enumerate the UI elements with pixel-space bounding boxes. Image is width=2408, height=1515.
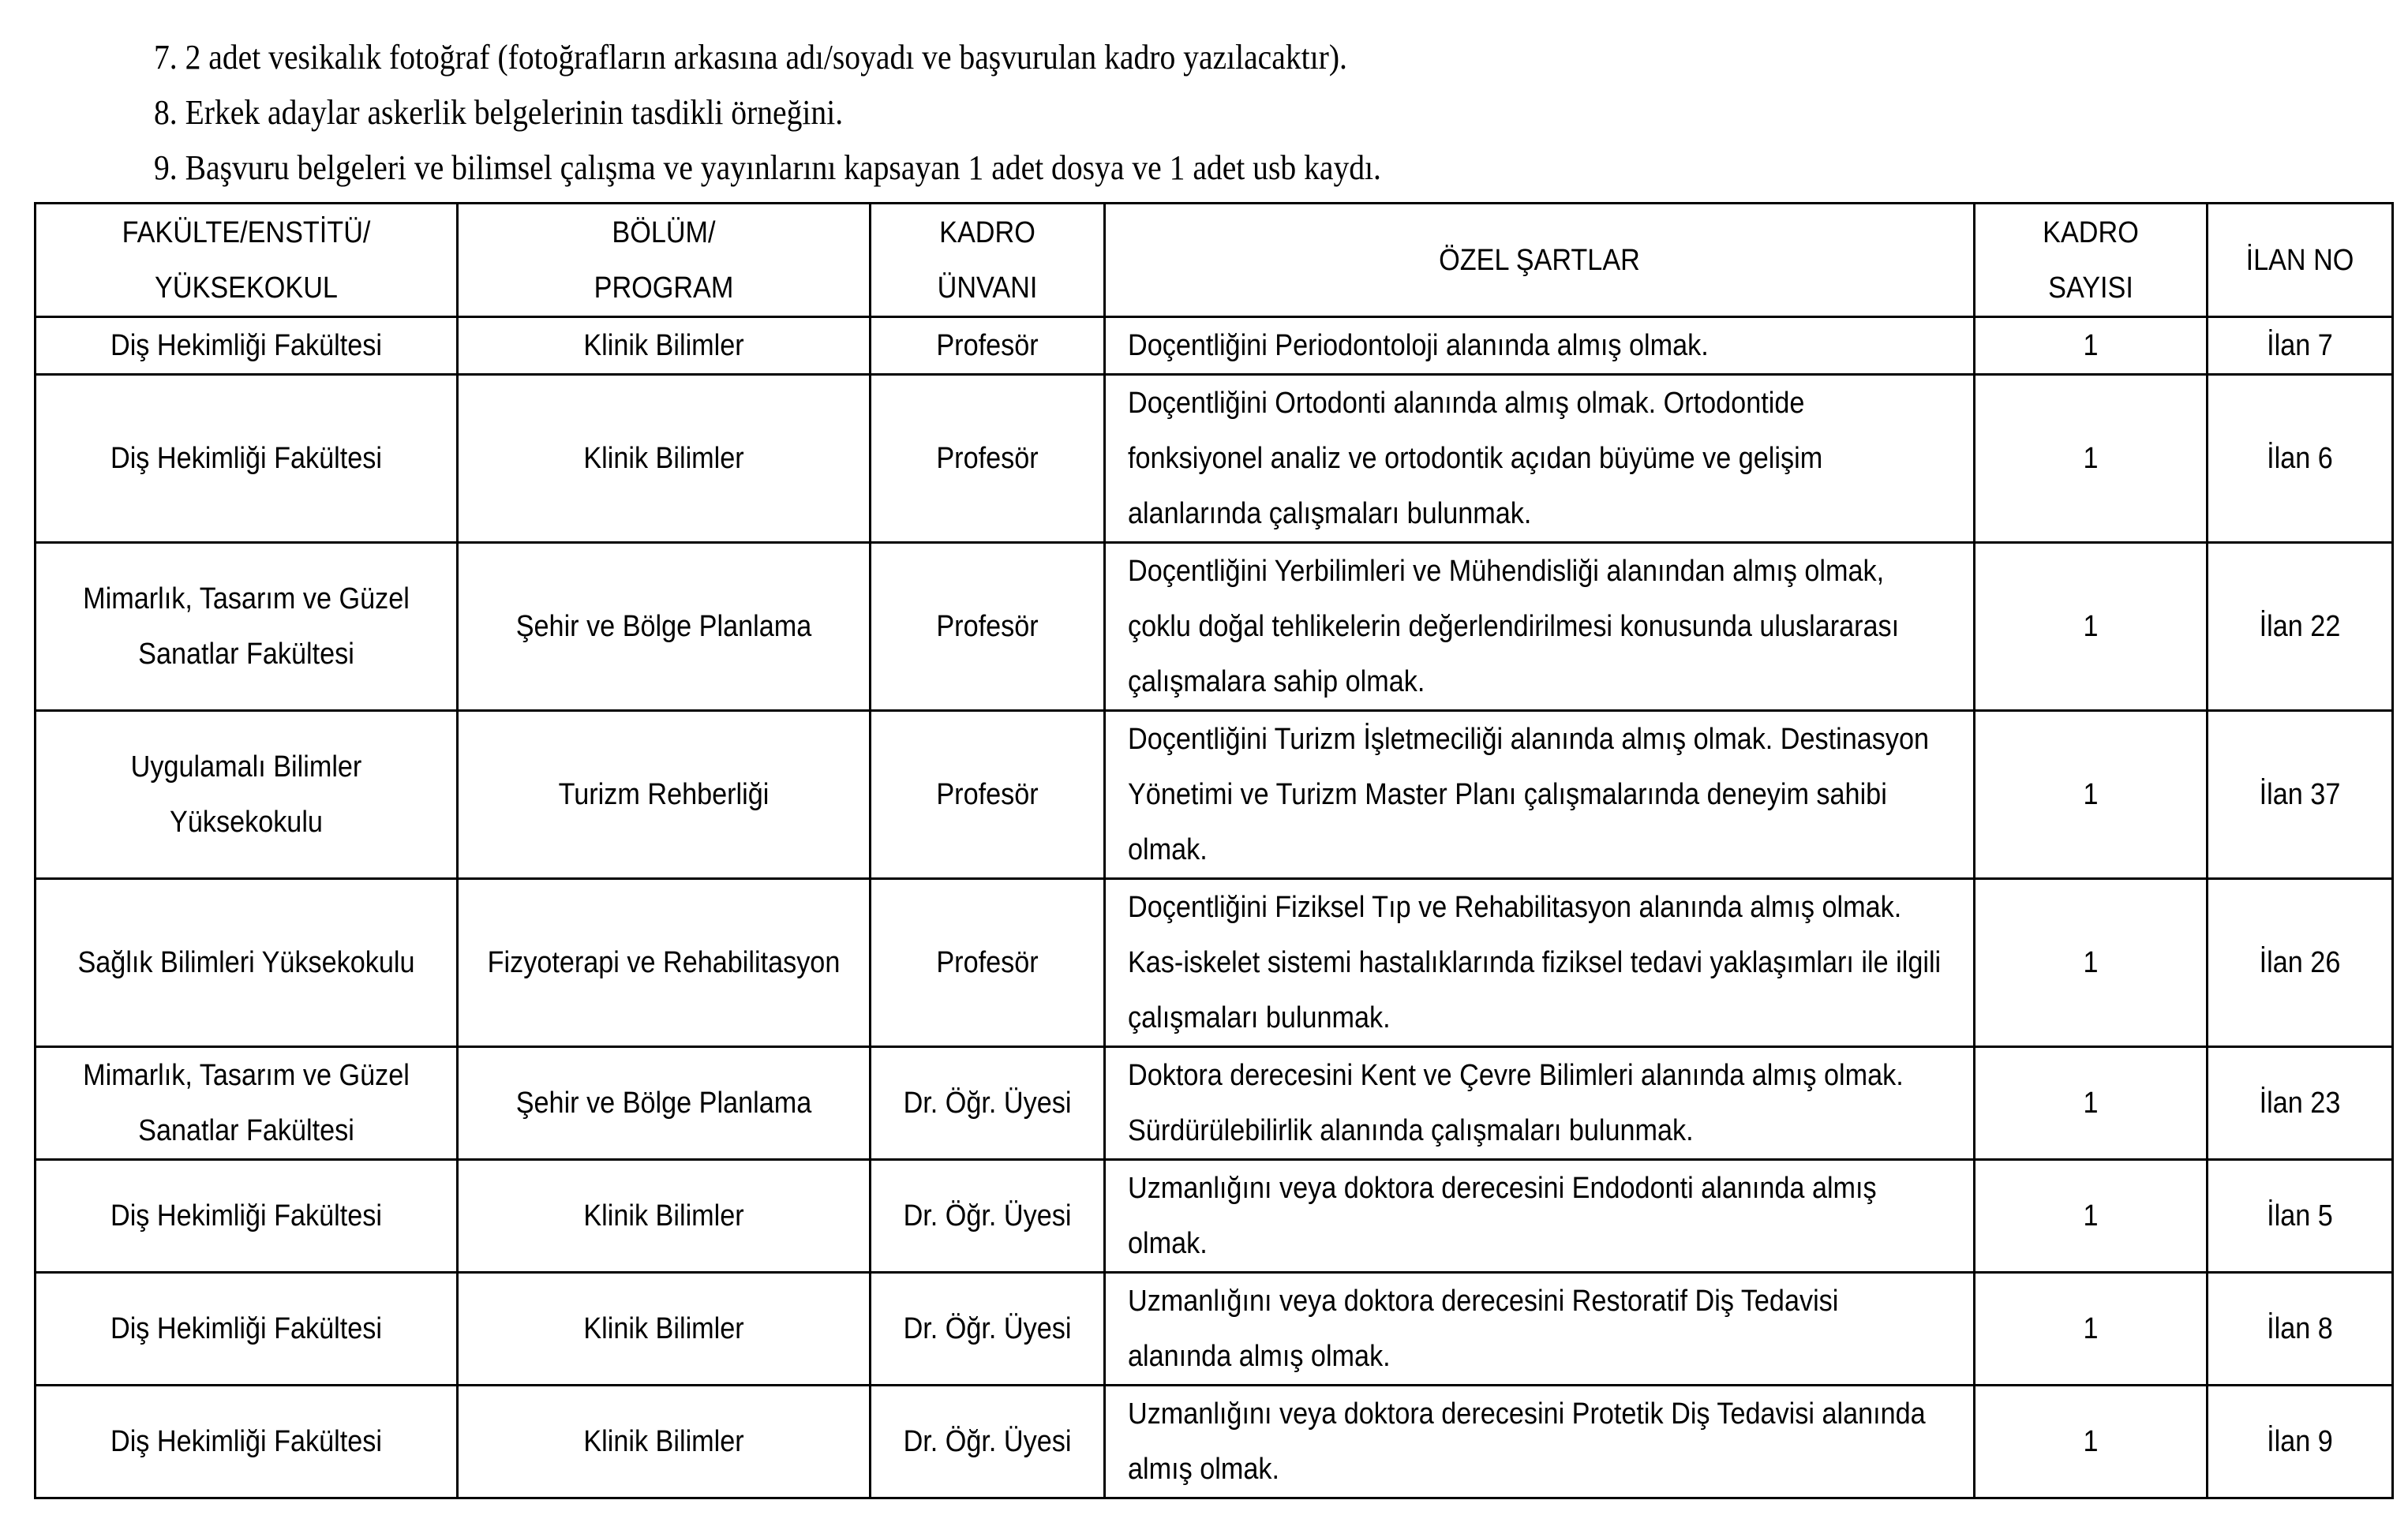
cell-title	[871, 1273, 1105, 1386]
department-text: Şehir ve Bölge Planlama	[515, 1087, 812, 1120]
cell-title	[871, 1160, 1105, 1273]
department-text: Klinik Bilimler	[583, 1425, 744, 1458]
cell-conditions	[1105, 317, 1975, 375]
conditions-text: alanlarında çalışmaları bulunmak.	[1128, 497, 1532, 530]
cell-conditions	[1105, 1386, 1975, 1498]
cell-faculty	[36, 375, 458, 543]
title-text: Dr. Öğr. Üyesi	[903, 1199, 1072, 1233]
count-text: 1	[2083, 329, 2099, 362]
faculty-text: Diş Hekimliği Fakültesi	[110, 329, 382, 362]
conditions-text: çoklu doğal tehlikelerin değerlendirilmesi konusunda uluslararası	[1128, 610, 1900, 643]
conditions-text: çalışmaları bulunmak.	[1128, 1001, 1391, 1034]
table-row	[36, 1160, 2393, 1273]
conditions-text: Uzmanlığını veya doktora derecesini Restoratif Diş Tedavisi	[1128, 1285, 1839, 1318]
cell-conditions	[1105, 879, 1975, 1047]
count-text: 1	[2083, 1312, 2099, 1345]
count-text: 1	[2083, 1199, 2099, 1233]
conditions-text: Doçentliğini Periodontoloji alanında almış olmak.	[1128, 329, 1709, 362]
faculty-text: Diş Hekimliği Fakültesi	[110, 1312, 382, 1345]
cell-faculty	[36, 543, 458, 711]
table-row	[36, 711, 2393, 879]
positions-table	[34, 202, 2394, 1499]
header-ilan-no	[2208, 204, 2393, 317]
cell-conditions	[1105, 1047, 1975, 1160]
ilan-text: İlan 26	[2259, 946, 2341, 979]
cell-faculty	[36, 1273, 458, 1386]
header-text: SAYISI	[2048, 271, 2133, 305]
ilan-text: İlan 37	[2259, 778, 2341, 811]
cell-title	[871, 375, 1105, 543]
faculty-text: Sanatlar Fakültesi	[138, 638, 354, 671]
conditions-text: alanında almış olmak.	[1128, 1340, 1391, 1373]
conditions-text: Doçentliğini Ortodonti alanında almış olmak. Ortodontide	[1128, 387, 1805, 420]
cell-ilan	[2208, 1386, 2393, 1498]
title-text: Profesör	[936, 778, 1039, 811]
faculty-text: Diş Hekimliği Fakültesi	[110, 1199, 382, 1233]
header-text: YÜKSEKOKUL	[155, 271, 338, 305]
cell-ilan	[2208, 1273, 2393, 1386]
cell-count	[1975, 1386, 2208, 1498]
header-count	[1975, 204, 2208, 317]
department-text: Klinik Bilimler	[583, 1199, 744, 1233]
cell-title	[871, 543, 1105, 711]
count-text: 1	[2083, 778, 2099, 811]
cell-conditions	[1105, 375, 1975, 543]
cell-faculty	[36, 879, 458, 1047]
conditions-text: fonksiyonel analiz ve ortodontik açıdan büyüme ve gelişim	[1128, 442, 1823, 475]
header-text: ÖZEL ŞARTLAR	[1439, 243, 1640, 277]
cell-department	[458, 1273, 871, 1386]
conditions-text: Doçentliğini Yerbilimleri ve Mühendisliği alanından almış olmak,	[1128, 555, 1885, 588]
cell-department	[458, 711, 871, 879]
title-text: Dr. Öğr. Üyesi	[903, 1087, 1072, 1120]
count-text: 1	[2083, 1087, 2099, 1120]
requirements-list	[154, 30, 1518, 196]
faculty-text: Mimarlık, Tasarım ve Güzel	[83, 1059, 410, 1092]
conditions-text: olmak.	[1128, 1227, 1208, 1260]
cell-conditions	[1105, 1273, 1975, 1386]
faculty-text: Diş Hekimliği Fakültesi	[110, 1425, 382, 1458]
faculty-text: Sağlık Bilimleri Yüksekokulu	[77, 946, 415, 979]
cell-count	[1975, 1160, 2208, 1273]
conditions-text: Kas-iskelet sistemi hastalıklarında fiziksel tedavi yaklaşımları ile ilgili	[1128, 946, 1942, 979]
conditions-text: Sürdürülebilirlik alanında çalışmaları bulunmak.	[1128, 1114, 1694, 1147]
title-text: Profesör	[936, 610, 1039, 643]
count-text: 1	[2083, 1425, 2099, 1458]
cell-count	[1975, 879, 2208, 1047]
title-text: Profesör	[936, 442, 1039, 475]
conditions-text: Doçentliğini Turizm İşletmeciliği alanında almış olmak. Destinasyon	[1128, 723, 1930, 756]
header-text: PROGRAM	[594, 271, 734, 305]
title-text: Dr. Öğr. Üyesi	[903, 1425, 1072, 1458]
faculty-text: Mimarlık, Tasarım ve Güzel	[83, 582, 410, 615]
table-row	[36, 879, 2393, 1047]
conditions-text: olmak.	[1128, 833, 1208, 866]
header-conditions	[1105, 204, 1975, 317]
cell-title	[871, 1047, 1105, 1160]
cell-department	[458, 317, 871, 375]
title-text: Dr. Öğr. Üyesi	[903, 1312, 1072, 1345]
department-text: Klinik Bilimler	[583, 329, 744, 362]
cell-conditions	[1105, 543, 1975, 711]
header-faculty	[36, 204, 458, 317]
faculty-text: Uygulamalı Bilimler	[130, 750, 362, 784]
cell-ilan	[2208, 317, 2393, 375]
header-text: ÜNVANI	[937, 271, 1038, 305]
requirement-item: 9. Başvuru belgeleri ve bilimsel çalışma ve yayınlarını kapsayan 1 adet dosya ve 1 adet usb kaydı.	[154, 148, 1381, 187]
count-text: 1	[2083, 442, 2099, 475]
header-department	[458, 204, 871, 317]
header-text: FAKÜLTE/ENSTİTÜ/	[122, 215, 371, 249]
cell-conditions	[1105, 1160, 1975, 1273]
cell-count	[1975, 711, 2208, 879]
cell-count	[1975, 317, 2208, 375]
requirement-item: 7. 2 adet vesikalık fotoğraf (fotoğrafların arkasına adı/soyadı ve başvurulan kadro yazılacaktır).	[154, 38, 1347, 77]
cell-department	[458, 1160, 871, 1273]
department-text: Turizm Rehberliği	[558, 778, 770, 811]
ilan-text: İlan 6	[2267, 442, 2333, 475]
cell-ilan	[2208, 1047, 2393, 1160]
ilan-text: İlan 5	[2267, 1199, 2333, 1233]
header-text: KADRO	[939, 215, 1035, 249]
ilan-text: İlan 23	[2259, 1087, 2341, 1120]
cell-ilan	[2208, 879, 2393, 1047]
cell-department	[458, 543, 871, 711]
department-text: Şehir ve Bölge Planlama	[515, 610, 812, 643]
department-text: Klinik Bilimler	[583, 442, 744, 475]
count-text: 1	[2083, 610, 2099, 643]
ilan-text: İlan 9	[2267, 1425, 2333, 1458]
faculty-text: Sanatlar Fakültesi	[138, 1114, 354, 1147]
cell-count	[1975, 375, 2208, 543]
cell-department	[458, 1386, 871, 1498]
cell-ilan	[2208, 711, 2393, 879]
conditions-text: Uzmanlığını veya doktora derecesini Protetik Diş Tedavisi alanında	[1128, 1397, 1926, 1431]
cell-title	[871, 1386, 1105, 1498]
cell-count	[1975, 1273, 2208, 1386]
cell-department	[458, 375, 871, 543]
department-text: Klinik Bilimler	[583, 1312, 744, 1345]
conditions-text: Doktora derecesini Kent ve Çevre Bilimleri alanında almış olmak.	[1128, 1059, 1904, 1092]
cell-ilan	[2208, 1160, 2393, 1273]
cell-department	[458, 879, 871, 1047]
cell-faculty	[36, 317, 458, 375]
faculty-text: Yüksekokulu	[170, 806, 323, 839]
faculty-text: Diş Hekimliği Fakültesi	[110, 442, 382, 475]
conditions-text: Doçentliğini Fiziksel Tıp ve Rehabilitasyon alanında almış olmak.	[1128, 891, 1902, 924]
title-text: Profesör	[936, 329, 1039, 362]
cell-faculty	[36, 1047, 458, 1160]
ilan-text: İlan 22	[2259, 610, 2341, 643]
table-row	[36, 375, 2393, 543]
cell-count	[1975, 1047, 2208, 1160]
cell-title	[871, 317, 1105, 375]
header-text: İLAN NO	[2245, 243, 2354, 277]
cell-ilan	[2208, 375, 2393, 543]
cell-faculty	[36, 711, 458, 879]
conditions-text: Uzmanlığını veya doktora derecesini Endodonti alanında almış	[1128, 1172, 1877, 1205]
cell-count	[1975, 543, 2208, 711]
conditions-text: çalışmalara sahip olmak.	[1128, 665, 1425, 698]
table-row	[36, 1047, 2393, 1160]
table-header-row	[36, 204, 2393, 317]
ilan-text: İlan 8	[2267, 1312, 2333, 1345]
header-title	[871, 204, 1105, 317]
header-text: KADRO	[2043, 215, 2139, 249]
conditions-text: Yönetimi ve Turizm Master Planı çalışmalarında deneyim sahibi	[1128, 778, 1887, 811]
cell-conditions	[1105, 711, 1975, 879]
cell-faculty	[36, 1386, 458, 1498]
table-row	[36, 1386, 2393, 1498]
conditions-text: almış olmak.	[1128, 1453, 1279, 1486]
cell-title	[871, 711, 1105, 879]
ilan-text: İlan 7	[2267, 329, 2333, 362]
cell-ilan	[2208, 543, 2393, 711]
header-text: BÖLÜM/	[612, 215, 716, 249]
department-text: Fizyoterapi ve Rehabilitasyon	[487, 946, 841, 979]
table-row	[36, 1273, 2393, 1386]
title-text: Profesör	[936, 946, 1039, 979]
table-row	[36, 543, 2393, 711]
cell-faculty	[36, 1160, 458, 1273]
cell-department	[458, 1047, 871, 1160]
table-row	[36, 317, 2393, 375]
requirement-item: 8. Erkek adaylar askerlik belgelerinin tasdikli örneğini.	[154, 93, 844, 132]
cell-title	[871, 879, 1105, 1047]
count-text: 1	[2083, 946, 2099, 979]
